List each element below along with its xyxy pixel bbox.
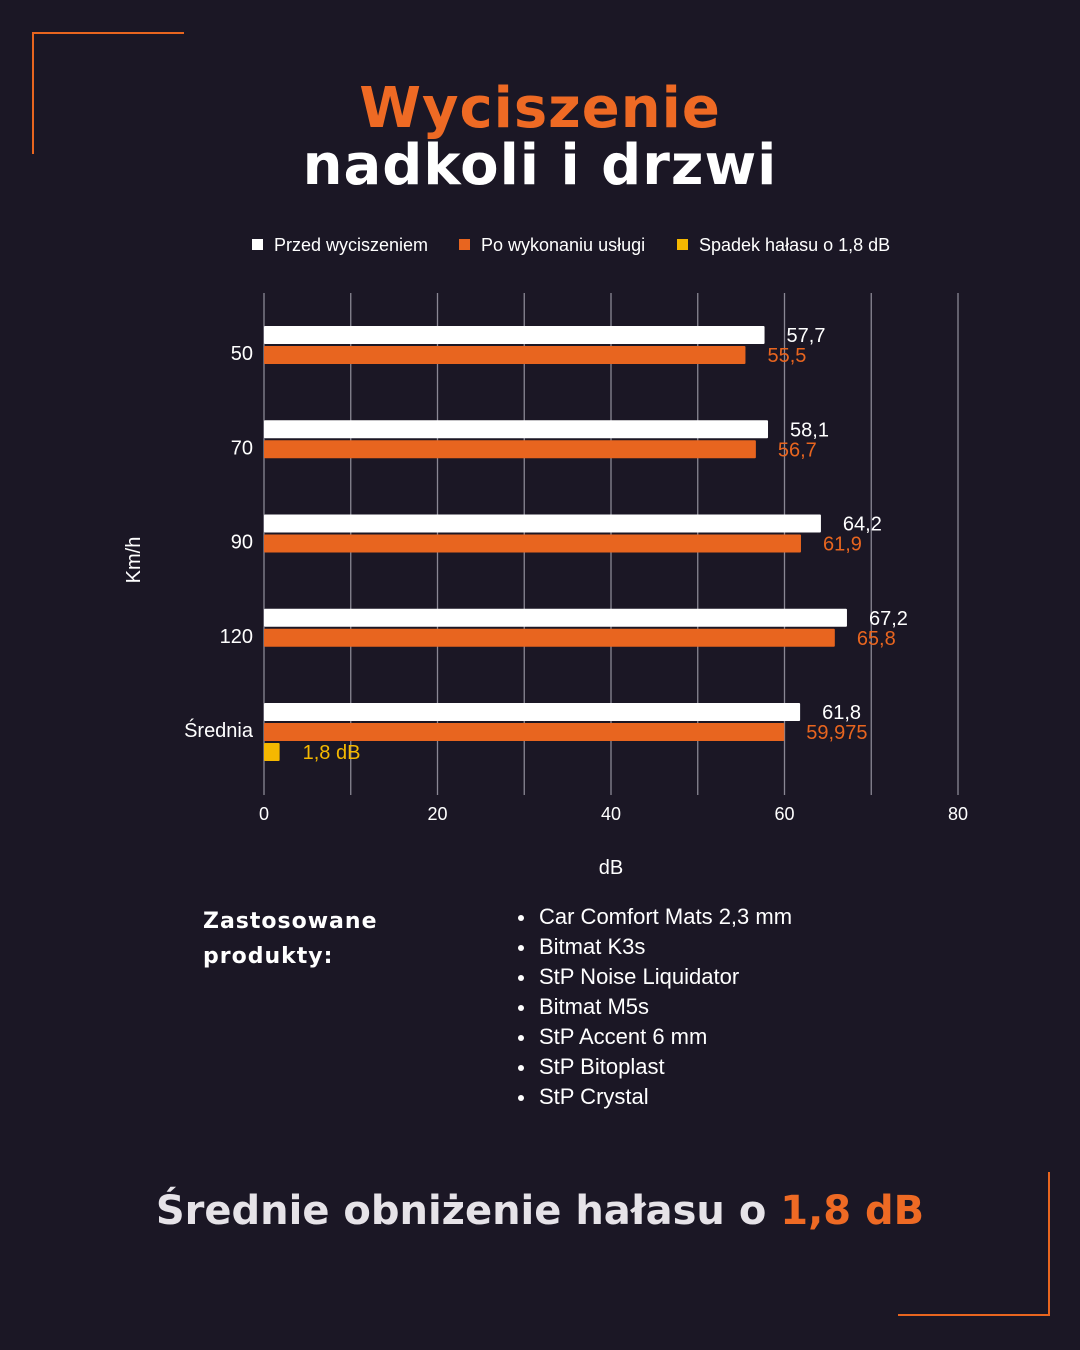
data-label: 67,2	[868, 607, 908, 630]
data-label: 55,5	[767, 345, 807, 367]
bar	[264, 515, 821, 533]
page-title-line2: nadkoli i drzwi	[302, 133, 778, 198]
bar	[264, 723, 784, 741]
product-item: StP Crystal	[516, 1082, 792, 1112]
x-axis-title: dB	[598, 857, 624, 879]
bar	[264, 346, 745, 364]
y-tick-label: Średnia	[184, 720, 253, 742]
data-label: 65,8	[856, 627, 896, 650]
legend-label: Spadek hałasu o 1,8 dB	[699, 235, 891, 255]
summary-text	[0, 1188, 1080, 1234]
y-axis-title: Km/h	[123, 536, 145, 584]
y-tick-label: 120	[219, 625, 253, 648]
x-tick-label: 80	[947, 804, 969, 824]
products-heading-line2: produkty:	[203, 944, 334, 969]
bar	[264, 440, 756, 458]
data-label: 1,8 dB	[302, 742, 361, 764]
y-tick-label: 70	[230, 437, 253, 460]
summary-highlight: 1,8 dB	[780, 1188, 925, 1234]
bar	[264, 420, 768, 438]
product-item: StP Accent 6 mm	[516, 1022, 792, 1052]
legend-swatch	[677, 239, 688, 250]
y-tick-label: 90	[230, 531, 253, 554]
bar	[264, 326, 765, 344]
product-item: Bitmat K3s	[516, 932, 792, 962]
product-item: Car Comfort Mats 2,3 mm	[516, 902, 792, 932]
legend-swatch	[459, 239, 470, 250]
summary-prefix: Średnie obniżenie hałasu o	[155, 1188, 781, 1234]
data-label: 59,975	[806, 722, 868, 744]
data-label: 57,7	[786, 325, 826, 347]
data-label: 58,1	[790, 419, 829, 442]
x-tick-label: 0	[258, 804, 270, 824]
x-tick-label: 20	[427, 804, 448, 824]
legend-label: Przed wyciszeniem	[274, 235, 429, 255]
product-item: StP Noise Liquidator	[516, 962, 792, 992]
data-label: 61,9	[822, 533, 862, 556]
page-title-line1: Wyciszenie	[359, 76, 721, 141]
products-list	[516, 902, 792, 1112]
product-item: StP Bitoplast	[516, 1052, 792, 1082]
bar	[264, 535, 801, 553]
bar	[264, 703, 800, 721]
product-item: Bitmat M5s	[516, 992, 792, 1022]
x-tick-label: 60	[774, 804, 795, 824]
y-tick-label: 50	[230, 343, 253, 365]
legend-swatch	[252, 239, 263, 250]
bar	[264, 743, 280, 761]
products-heading	[203, 904, 378, 974]
data-label: 64,2	[842, 513, 882, 536]
bar	[264, 609, 847, 627]
legend-label: Po wykonaniu usługi	[481, 235, 646, 255]
data-label: 61,8	[822, 702, 862, 724]
x-tick-label: 40	[600, 804, 622, 824]
products-heading-line1: Zastosowane	[203, 909, 378, 934]
bar	[264, 629, 835, 647]
data-label: 56,7	[777, 439, 817, 462]
